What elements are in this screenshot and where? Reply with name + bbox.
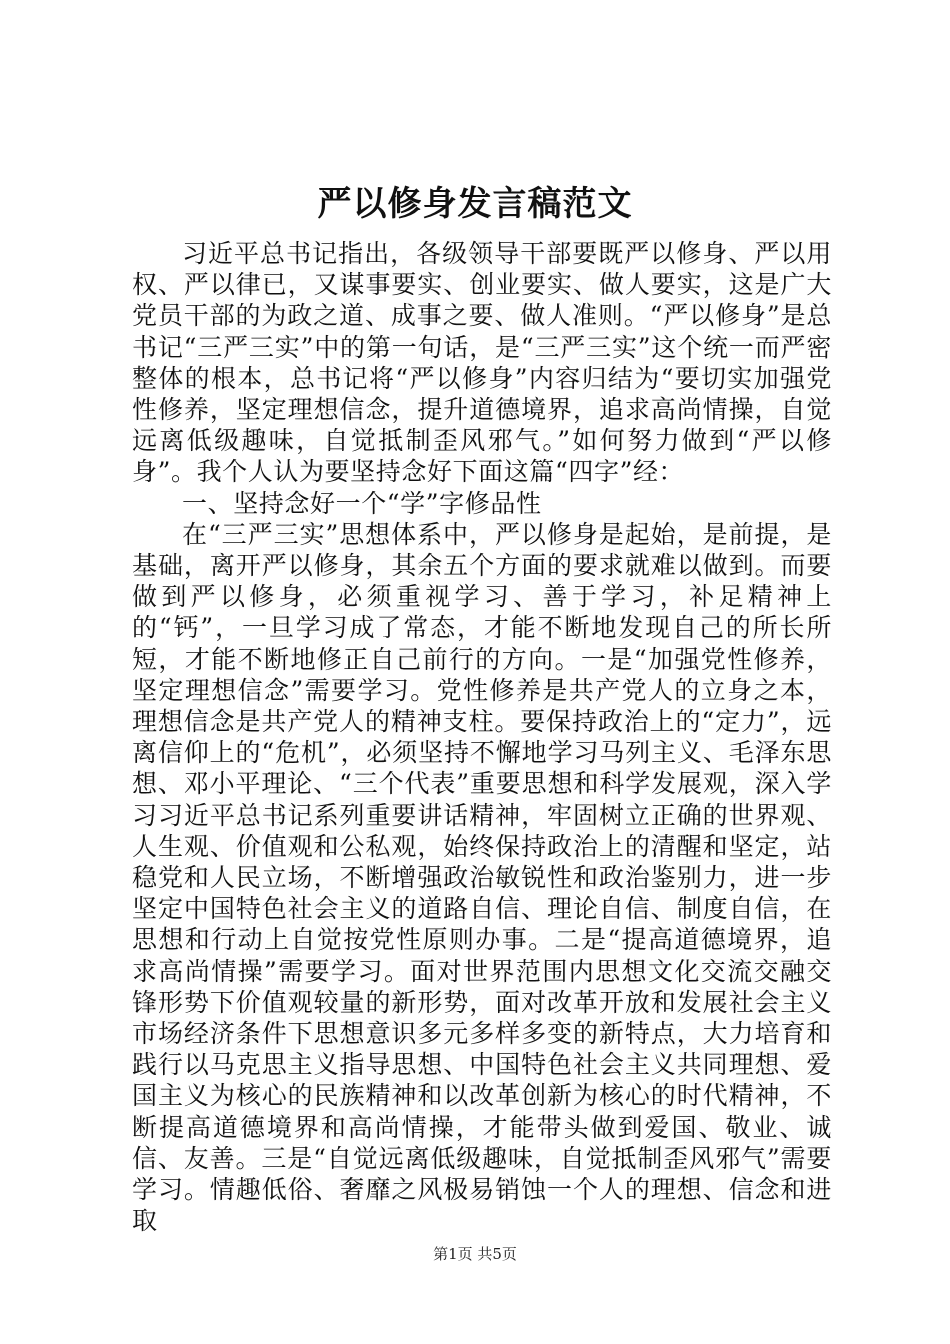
- document-title: 严以修身发言稿范文: [317, 184, 633, 224]
- document-body: [132, 238, 832, 1237]
- section-heading: 一、坚持念好一个“学”字修品性: [182, 488, 542, 518]
- paragraph-intro: 习近平总书记指出，各级领导干部要既严以修身、严以用权、严以律已，又谋事要实、创业要实、做人要实，这是广大党员干部的为政之道、成事之要、做人准则。“严以修身”是总书记“三严三实”中的第一句话，是“三严三实”这个统一而严密整体的根本，总书记将“严以修身”内容归结为“要切实加强党性修养，坚定理想信念，提升道德境界，追求高尚情操，自觉远离低级趣味，自觉抵制歪风邪气。”如何努力做到“严以修身”。我个人认为要坚持念好下面这篇“四字”经：: [132, 239, 832, 487]
- page-footer: 第1页 共5页: [433, 1245, 517, 1263]
- paragraph-section-1: 在“三严三实”思想体系中，严以修身是起始，是前提，是基础，离开严以修身，其余五个方面的要求就难以做到。而要做到严以修身，必须重视学习、善于学习，补足精神上的“钙”，一旦学习成了常态，才能不断地发现自己的所长所短，才能不断地修正自己前行的方向。一是“加强党性修养，坚定理想信念”需要学习。党性修养是共产党人的立身之本，理想信念是共产党人的精神支柱。要保持政治上的“定力”，远离信仰上的“危机”，必须坚持不懈地学习马列主义、毛泽东思想、邓小平理论、“三个代表”重要思想和科学发展观，深入学习习近平总书记系列重要讲话精神，牢固树立正确的世界观、人生观、价值观和公私观，始终保持政治上的清醒和坚定，站稳党和人民立场，不断增强政治敏锐性和政治鉴别力，进一步坚定中国特色社会主义的道路自信、理论自信、制度自信，在思想和行动上自觉按党性原则办事。二是“提高道德境界，追求高尚情操”需要学习。面对世界范围内思想文化交流交融交锋形势下价值观较量的新形势，面对改革开放和发展社会主义市场经济条件下思想意识多元多样多变的新特点，大力培育和践行以马克思主义指导思想、中国特色社会主义共同理想、爱国主义为核心的民族精神和以改革创新为核心的时代精神，不断提高道德境界和高尚情操，才能带头做到爱国、敬业、诚信、友善。三是“自觉远离低级趣味，自觉抵制歪风邪气”需要学习。情趣低俗、奢靡之风极易销蚀一个人的理想、信念和进取: [132, 519, 832, 1236]
